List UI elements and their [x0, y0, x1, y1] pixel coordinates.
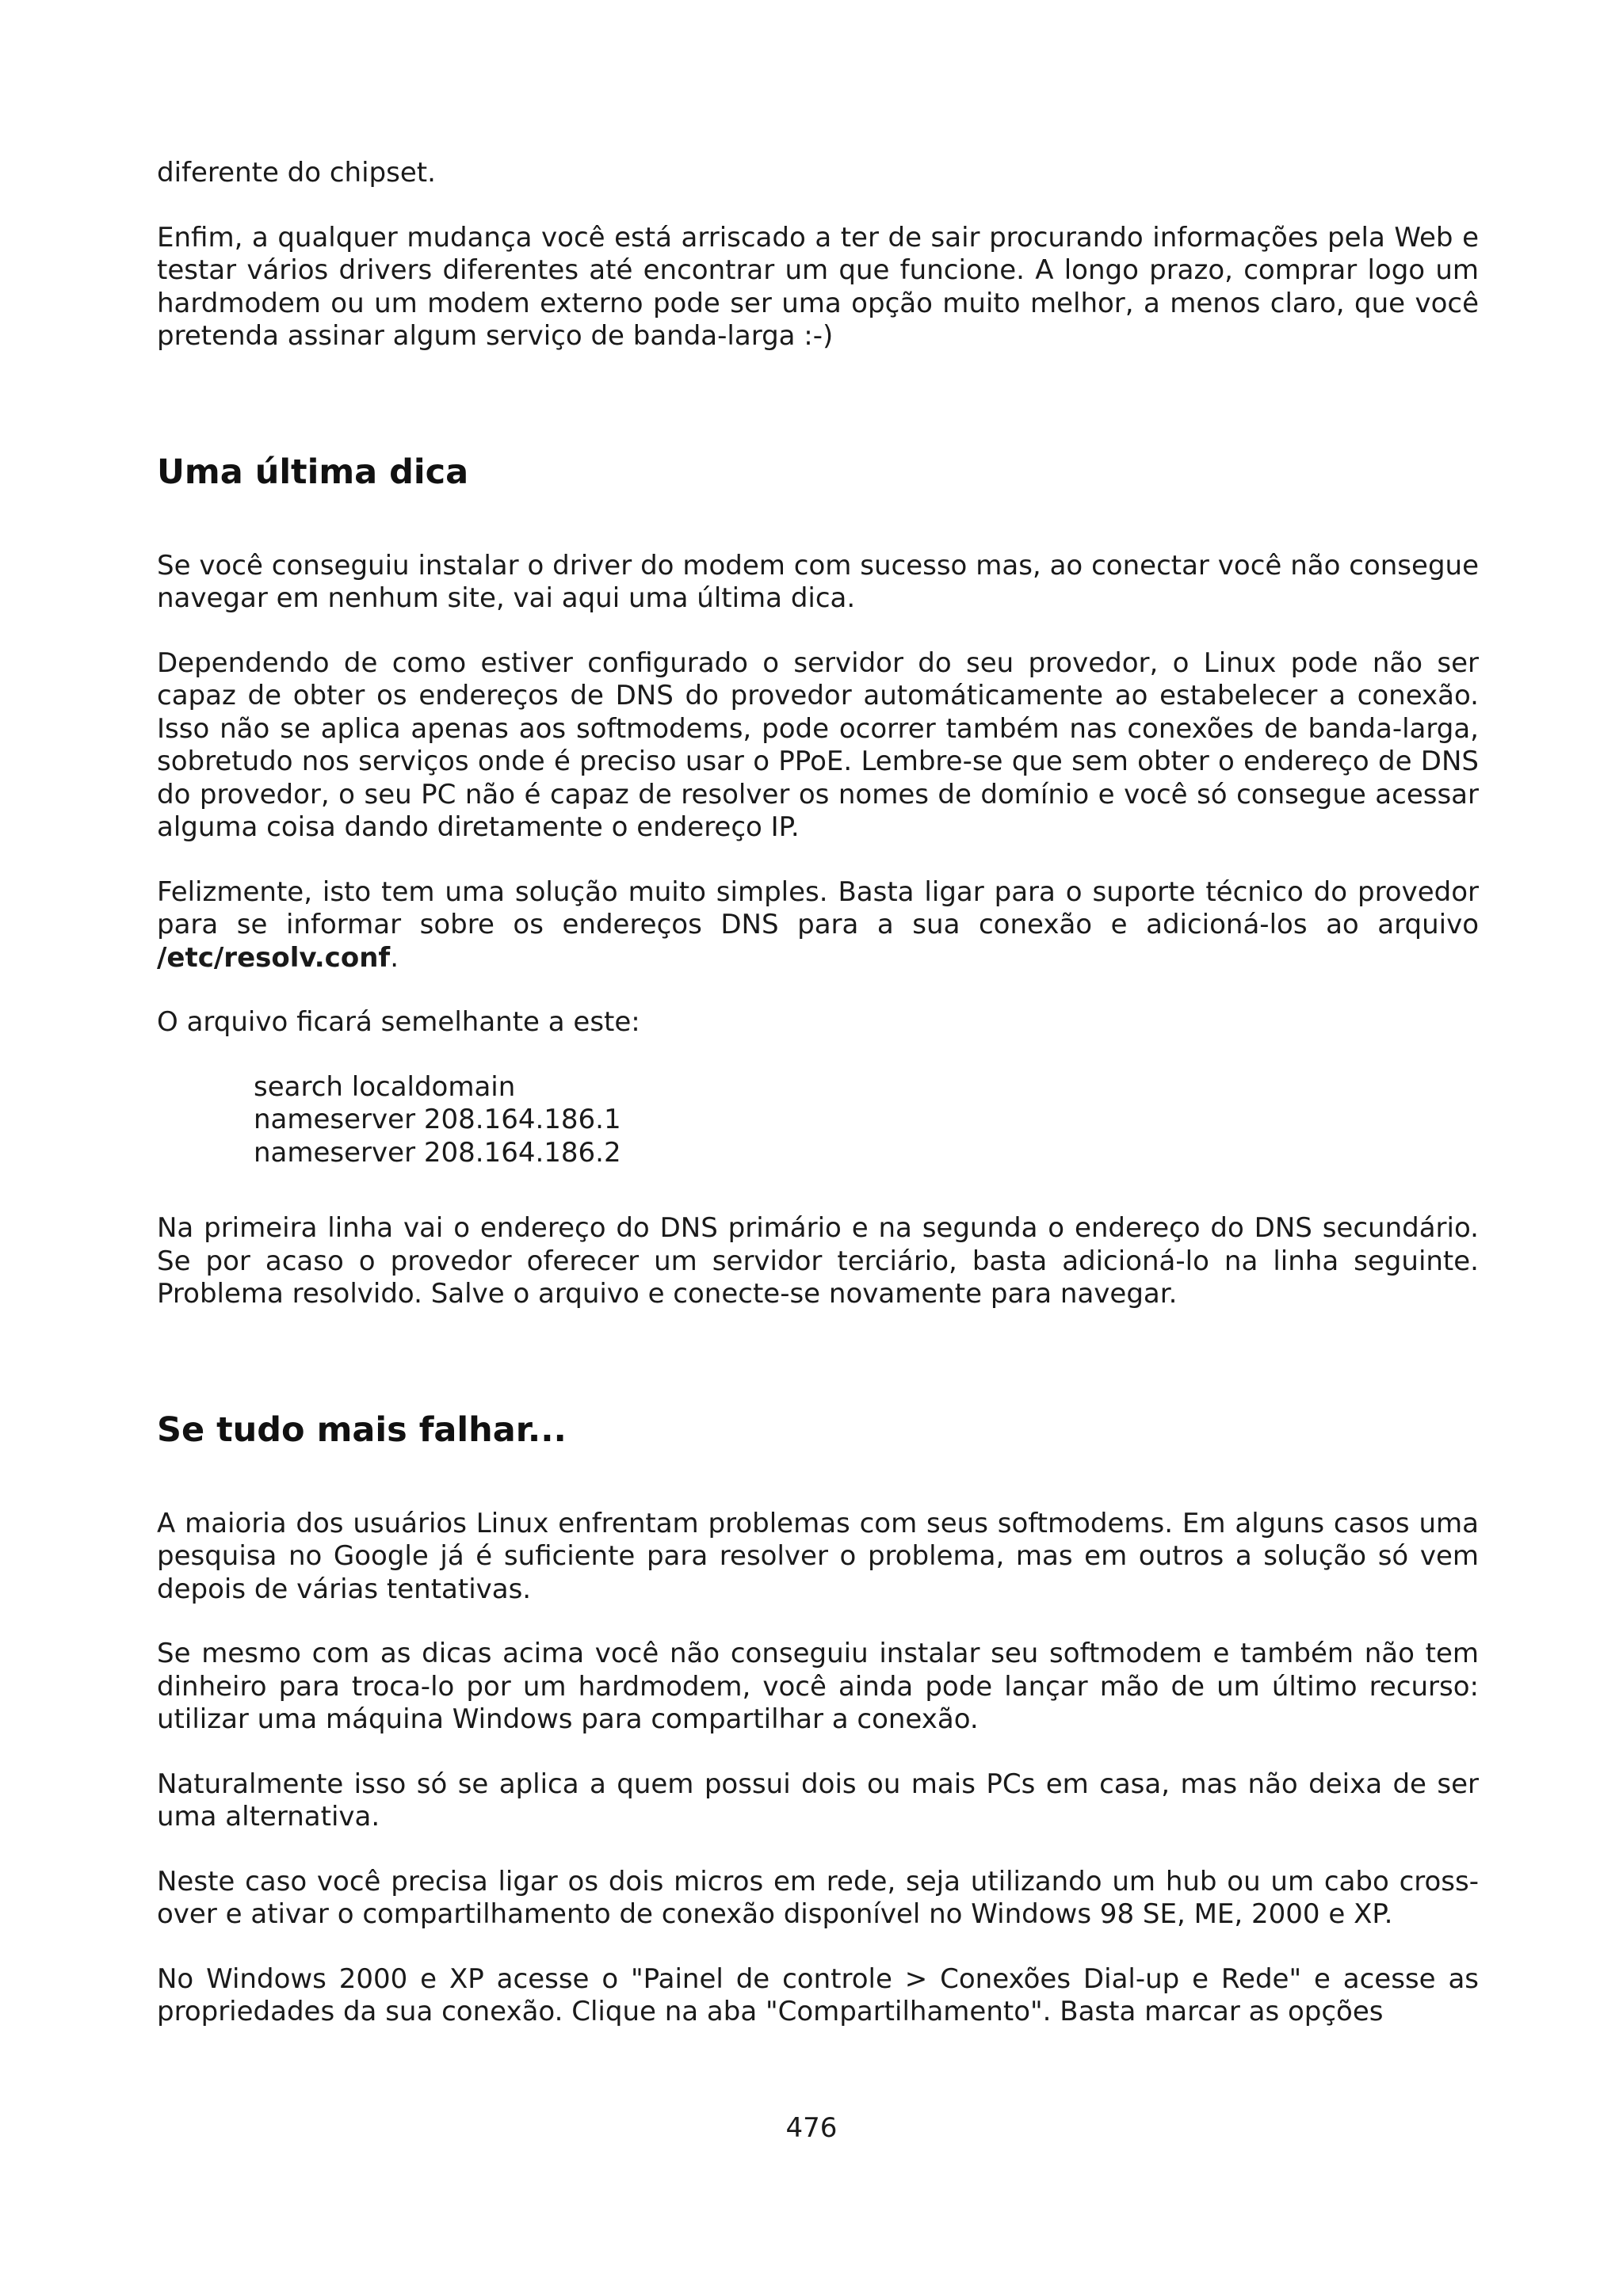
resolv-conf-path: /etc/resolv.conf — [157, 941, 391, 974]
heading-se-tudo-mais-falhar: Se tudo mais falhar... — [157, 1409, 567, 1450]
paragraph-felizmente-text: Felizmente, isto tem uma solução muito simples. Basta ligar para o suporte técnico do provedor para se informar sobre os endereços DNS para a sua conexão e adicioná-los ao arquivo — [157, 875, 1479, 940]
paragraph-maioria: A maioria dos usuários Linux enfrentam problemas com seus softmodems. Em alguns casos uma pesquisa no Google já é suficiente para resolver o problema, mas em outros a solução só vem depois de várias tentativas. — [157, 1507, 1479, 1605]
document-page — [157, 157, 1479, 2061]
paragraph-se-voce-conseguiu: Se você conseguiu instalar o driver do modem com sucesso mas, ao conectar você não consegue navegar em nenhum site, vai aqui uma última dica. — [157, 549, 1479, 614]
code-line: nameserver 208.164.186.2 — [254, 1136, 621, 1169]
paragraph-felizmente — [157, 876, 1479, 975]
heading-ultima-dica: Uma última dica — [157, 452, 469, 492]
paragraph-enfim: Enfim, a qualquer mudança você está arriscado a ter de sair procurando informações pela Web e testar vários drivers diferentes até encontrar um que funcione. A longo prazo, comprar logo um hardmodem ou um modem externo pode ser uma opção muito melhor, a menos claro, que você pretenda assinar algum serviço de banda-larga :-) — [157, 221, 1479, 352]
paragraph-felizmente-end: . — [390, 941, 399, 974]
page-number: 476 — [785, 2112, 838, 2144]
paragraph-primeira-linha: Na primeira linha vai o endereço do DNS primário e na segunda o endereço do DNS secundário. Se por acaso o provedor oferecer um servidor terciário, basta adicioná-lo na linha seguinte. Problema resolvido. Salve o arquivo e conecte-se novamente para navegar. — [157, 1212, 1479, 1310]
paragraph-neste-caso: Neste caso você precisa ligar os dois micros em rede, seja utilizando um hub ou um cabo cross-over e ativar o compartilhamento de conexão disponível no Windows 98 SE, ME, 2000 e XP. — [157, 1865, 1479, 1930]
code-block — [254, 1071, 1479, 1170]
paragraph-naturalmente: Naturalmente isso só se aplica a quem possui dois ou mais PCs em casa, mas não deixa de ser uma alternativa. — [157, 1768, 1479, 1833]
paragraph-no-windows: No Windows 2000 e XP acesse o "Painel de controle > Conexões Dial-up e Rede" e acesse as propriedades da sua conexão. Clique na aba "Compartilhamento". Basta marcar as opções — [157, 1962, 1479, 2027]
paragraph-dependendo: Dependendo de como estiver configurado o servidor do seu provedor, o Linux pode não ser capaz de obter os endereços de DNS do provedor automáticamente ao estabelecer a conexão. Isso não se aplica apenas aos softmodems, pode ocorrer também nas conexões de banda-larga, sobretudo nos serviços onde é preciso usar o PPoE. Lembre-se que sem obter o endereço de DNS do provedor, o seu PC não é capaz de resolver os nomes de domínio e você só consegue acessar alguma coisa dando diretamente o endereço IP. — [157, 646, 1479, 843]
code-line: search localdomain — [254, 1070, 516, 1103]
paragraph-arquivo: O arquivo ficará semelhante a este: — [157, 1006, 640, 1038]
paragraph-chipset: diferente do chipset. — [157, 157, 436, 189]
paragraph-se-mesmo: Se mesmo com as dicas acima você não conseguiu instalar seu softmodem e também não tem dinheiro para troca-lo por um hardmodem, você ainda pode lançar mão de um último recurso: utilizar uma máquina Windows para compartilhar a conexão. — [157, 1638, 1479, 1735]
code-line: nameserver 208.164.186.1 — [254, 1104, 621, 1135]
